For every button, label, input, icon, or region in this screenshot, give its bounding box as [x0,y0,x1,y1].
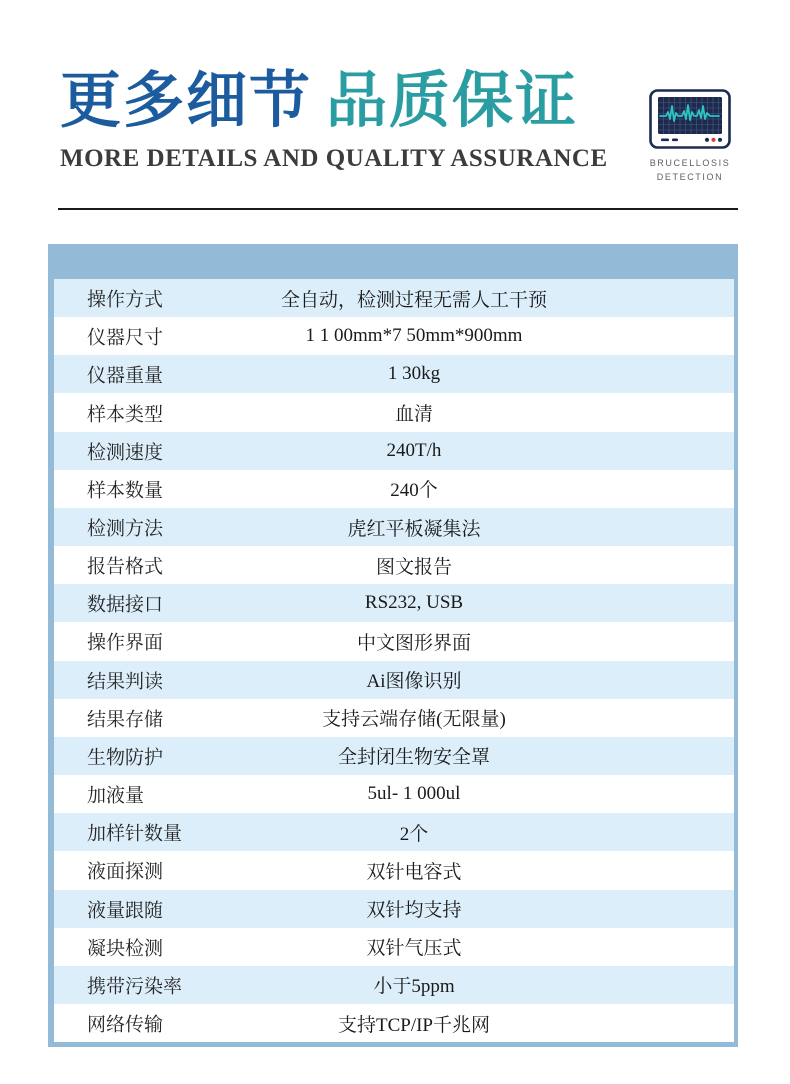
spec-label: 网络传输 [87,1014,164,1036]
spec-row [54,584,734,622]
spec-row [54,1004,734,1042]
badge-caption-line2: DETECTION [656,172,724,182]
spec-value: 图文报告 [375,556,452,578]
spec-row [54,699,734,737]
spec-row [54,890,734,928]
spec-label: 液面探测 [87,861,164,883]
spec-value: 双针气压式 [366,938,462,960]
spec-label: 生物防护 [87,747,164,769]
ecg-monitor-icon [649,89,731,149]
spec-label: 液量跟随 [87,900,164,922]
spec-value: 小于5ppm [373,976,455,998]
spec-value: 虎红平板凝集法 [347,518,481,540]
page-subtitle: MORE DETAILS AND QUALITY ASSURANCE [60,144,608,172]
spec-label: 仪器尺寸 [87,327,164,349]
spec-row [54,432,734,470]
spec-value: RS232, USB [364,592,464,614]
spec-label: 加样针数量 [87,823,183,845]
spec-row [54,622,734,660]
spec-value: 全封闭生物安全罩 [337,747,490,769]
spec-label: 凝块检测 [87,938,164,960]
header [0,0,790,184]
badge-caption [650,156,731,184]
spec-label: 结果存储 [87,709,164,731]
badge-caption-line1: BRUCELLOSIS [649,158,731,168]
spec-row [54,546,734,584]
spec-row [54,355,734,393]
spec-row [54,737,734,775]
spec-row [54,508,734,546]
spec-label: 样本类型 [87,404,164,426]
spec-row [54,393,734,431]
spec-value: 1 30kg [387,363,441,385]
spec-row [54,851,734,889]
spec-label: 检测速度 [87,442,164,464]
spec-row [54,775,734,813]
divider [58,208,738,210]
spec-value: 240个 [390,480,438,502]
spec-value: 血清 [394,404,433,426]
spec-label: 样本数量 [87,480,164,502]
spec-row [54,813,734,851]
spec-label: 检测方法 [87,518,164,540]
spec-row [54,470,734,508]
title-part-blue: 更多细节 [60,68,313,135]
spec-row [54,279,734,317]
spec-value: 2个 [399,823,429,845]
spec-label: 加液量 [87,785,145,807]
detection-badge [642,89,738,184]
spec-label: 报告格式 [87,556,164,578]
spec-row [54,966,734,1004]
spec-label: 数据接口 [87,594,164,616]
spec-table [48,244,738,1047]
spec-label: 结果判读 [87,671,164,693]
spec-label: 携带污染率 [87,976,183,998]
spec-row [54,317,734,355]
spec-value: 240T/h [386,439,442,461]
spec-value: 1 1 00mm*7 50mm*900mm [305,325,523,347]
spec-value: Ai图像识别 [366,671,462,693]
spec-value: 双针电容式 [366,861,462,883]
page-title [60,69,642,135]
spec-value: 5ul- 1 000ul [367,783,461,805]
spec-value: 全自动，检测过程无需人工干预 [280,289,547,311]
spec-rows [54,279,734,1042]
spec-value: 中文图形界面 [356,632,471,654]
spec-value: 支持云端存储(无限量) [322,709,506,731]
spec-label: 操作界面 [87,632,164,654]
title-block [60,69,642,173]
spec-value: 支持TCP/IP千兆网 [337,1014,491,1036]
title-part-teal: 品质保证 [326,68,579,135]
spec-value: 双针均支持 [366,900,462,922]
spec-label: 仪器重量 [87,365,164,387]
spec-row [54,928,734,966]
spec-row [54,661,734,699]
spec-label: 操作方式 [87,289,164,311]
